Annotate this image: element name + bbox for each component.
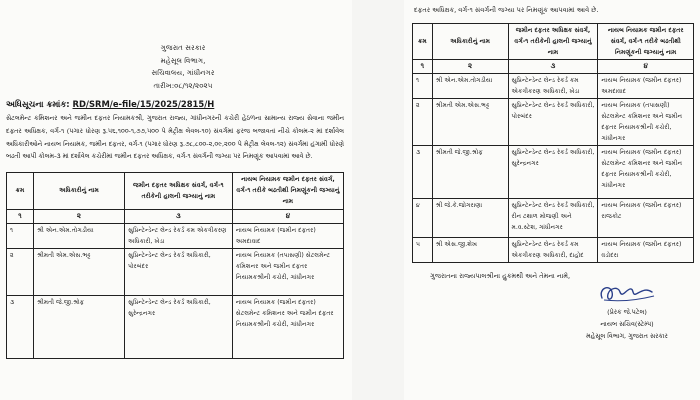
row-serial: ૧ (7, 223, 34, 248)
header-current-post: જમીન દફતર અધિક્ષક સંવર્ગ, વર્ગ-૧ તરીકેની હાલની જગ્યાનું નામ (508, 24, 598, 60)
row-new-post: નાયબ નિયામક (તપાસણી) સેટલમેન્ટ કમિશનર અને જમીન દફતર નિયામકશ્રીની કચેરી, ગાંધીનગર (232, 248, 343, 295)
notification-paragraph: સેટલમેન્ટ કમિશનર અને જમીન દફતર નિયામકશ્રી, ગુજરાત રાજ્ય, ગાંધીનગરની કચેરી હેઠળના સામાન્ય રાજ્ય સેવાના જમીન દફતર અધિક્ષક, વર્ગ-૧ (પગાર ધોરણ રૂ.૫૬,૧૦૦-૧,૭૭,૫૦૦ પે મેટ્રીક્ષ લેવલ-૧૦) સંવર્ગમાં ફરજ બજાવતાં નીચે કોલમ-૨ માં દર્શાવેલ અધિકારીઓને નાયબ નિયામક, જમીન દફતર, વર્ગ-૧ (પગાર ધોરણ રૂ.૭૮,૮૦૦-૨,૦૯,૨૦૦ પે મેટ્રીક્ષ લેવલ-૧૨) સંવર્ગમાં હંગામી ધોરણે બઢતી આપી કોલમ-૩ માં દર્શાવેલ કચેરીમાં જમીન દફતર અધિક્ષક, વર્ગ-૧ સંવર્ગની જગ્યા પર નિમણૂંક આપવામાં આવે છે. (6, 114, 344, 161)
header-officer-name: અધિકારીનું નામ (33, 172, 124, 209)
row-current-post: સુપ્રિન્ટેન્ડેન્ટ લેન્ડ રેકર્ડ કમ એકત્રીકરણ અધિકારી, ખેડા (508, 74, 598, 99)
row-new-post: નાયબ નિયામક (જમીન દફતર) સેટલમેન્ટ કમિશનર અને જમીન દફતર નિયામકશ્રીની કચેરી, ગાંધીનગર (598, 146, 694, 199)
table-row (413, 146, 694, 199)
row-current-post: સુપ્રિન્ટેન્ડેન્ટ લેન્ડ રેકર્ડ કમ એકત્રીકરણ અધિકારી, ખેડા (124, 223, 232, 248)
notification-value: RD/SRM/e-file/15/2025/2815/H (72, 99, 215, 110)
row-new-post: નાયબ નિયામક (જમીન દફતર) વડોદરા (598, 238, 694, 263)
office-line-date: તારીખ:૦૮/૧૨/૨૦૨૫ (153, 80, 213, 90)
row-officer-name: શ્રી જે.કે.જોગરાણા (432, 199, 508, 238)
header-officer-name: અધિકારીનું નામ (432, 24, 508, 60)
header-current-post: જમીન દફતર અધિક્ષક સંવર્ગ, વર્ગ-૧ તરીકેની હાલની જગ્યાનું નામ (124, 172, 232, 209)
signature-scribble-icon (592, 280, 662, 306)
row-officer-name: શ્રી એન.એમ.તોગડીયા (33, 223, 124, 248)
row-current-post: સુપ્રિન્ટેન્ડેન્ટ લેન્ડ રેકર્ડ અધિકારી, સુરેન્દ્રનગર (124, 295, 232, 358)
column-number: ૨ (33, 209, 124, 223)
column-number: ૨ (432, 60, 508, 74)
row-current-post: સુપ્રિન્ટેન્ડેન્ટ લેન્ડ રેકર્ડ અધિકારી, પોરબંદર (508, 99, 598, 146)
row-new-post: નાયબ નિયામક (જમીન દફતર) અમદાવાદ (232, 223, 343, 248)
office-line-secretariat: સચિવાલય, ગાંધીનગર (151, 68, 215, 78)
office-address (22, 42, 344, 92)
table-header-row (7, 172, 344, 209)
row-serial: ૩ (7, 295, 34, 358)
office-line-government: ગુજરાત સરકાર (160, 43, 206, 52)
office-line-department: મહેસૂલ વિભાગ, (160, 55, 206, 65)
promotion-table-right (412, 23, 694, 263)
row-current-post: સુપ્રિન્ટેન્ડેન્ટ લેન્ડ રેકર્ડ અધિકારી, પોરબંદર (124, 248, 232, 295)
row-new-post: નાયબ નિયામક (જમીન દફતર) રાજકોટ (598, 199, 694, 238)
row-serial: ૫ (413, 238, 433, 263)
column-number: ૪ (598, 60, 694, 74)
row-new-post: નાયબ નિયામક (જમીન દફતર) અમદાવાદ (598, 74, 694, 99)
column-number: ૧ (413, 60, 433, 74)
signatory-name: (પ્રેરક જે.પટેલ) (607, 308, 647, 316)
row-current-post: સુપ્રિન્ટેન્ડેન્ટ લેન્ડ રેકર્ડ કમ એકત્રીકરણ અધિકારી, દાહોદ (508, 238, 598, 263)
column-number-row (413, 60, 694, 74)
column-number-row (7, 209, 344, 223)
column-number: ૪ (232, 209, 343, 223)
table-row (413, 199, 694, 238)
continued-paragraph: દફતર અધિક્ષક, વર્ગ-૧ સંવર્ગની જગ્યા પર નિમણૂંક આપવામાં આવે છે. (414, 6, 599, 14)
right-document-page (404, 0, 700, 400)
row-serial: ૪ (413, 199, 433, 238)
row-new-post: નાયબ નિયામક (તપાસણી) સેટલમેન્ટ કમિશનર અને જમીન દફતર નિયામકશ્રીની કચેરી, ગાંધીનગર (598, 99, 694, 146)
notification-label: અધિસૂચના ક્રમાંક: (6, 99, 70, 110)
table-row (7, 295, 344, 358)
header-new-post: નાયબ નિયામક જમીન દફતર સંવર્ગ, વર્ગ-૧ તરીકે બઢતીથી નિમણૂંકની જગ્યાનું નામ (232, 172, 343, 209)
row-serial: ૨ (413, 99, 433, 146)
row-serial: ૨ (7, 248, 34, 295)
table-row (413, 74, 694, 99)
header-serial: ક્રમ (413, 24, 433, 60)
table-row (7, 223, 344, 248)
promotion-table-left (6, 172, 344, 359)
row-serial: ૧ (413, 74, 433, 99)
row-officer-name: શ્રીમતી એમ.એસ.ભટ્ટ (432, 99, 508, 146)
handwritten-signature (568, 280, 686, 306)
row-new-post: નાયબ નિયામક (જમીન દફતર) સેટલમેન્ટ કમિશનર અને જમીન દફતર નિયામકશ્રીની કચેરી, ગાંધીનગર (232, 295, 343, 358)
row-officer-name: શ્રીમતી જે.જી.શ્રોફ (432, 146, 508, 199)
row-officer-name: શ્રીમતી એમ.એસ.ભટ્ટ (33, 248, 124, 295)
row-officer-name: શ્રી એસ.જી.શેખ (432, 238, 508, 263)
column-number: ૧ (7, 209, 34, 223)
row-current-post: સુપ્રિન્ટેન્ડેન્ટ લેન્ડ રેકર્ડ અધિકારી, રીન ટથાળ મોજણી અને મ.વ.સ્ટેશ, ગાંધીનગર (508, 199, 598, 238)
table-row (7, 248, 344, 295)
column-number: ૩ (124, 209, 232, 223)
row-serial: ૩ (413, 146, 433, 199)
signature-block (568, 280, 686, 342)
row-officer-name: શ્રીમતી જે.જી.શ્રોફ (33, 295, 124, 358)
signatory-designation: નાયબ સચિવ(સ્ટેમ્પ) (600, 320, 654, 328)
row-officer-name: શ્રી એન.એમ.તોગડીયા (432, 74, 508, 99)
row-current-post: સુપ્રિન્ટેન્ડેન્ટ લેન્ડ રેકર્ડ અધિકારી, સુરેન્દ્રનગર (508, 146, 598, 199)
table-row (413, 99, 694, 146)
header-serial: ક્રમ (7, 172, 34, 209)
column-number: ૩ (508, 60, 598, 74)
governor-order-line: ગુજરાતના રાજ્યપાલશ્રીના હુકમથી અને તેમના નામે, (430, 272, 571, 280)
table-row (413, 238, 694, 263)
notification-number (6, 99, 344, 110)
signatory-department: મહેસૂલ વિભાગ, ગુજરાત સરકાર (586, 332, 668, 340)
table-header-row (413, 24, 694, 60)
header-new-post: નાયબ નિયામક જમીન દફતર સંવર્ગ, વર્ગ-૧ તરીકે બઢતીથી નિમણૂંકની જગ્યાનું નામ (598, 24, 694, 60)
